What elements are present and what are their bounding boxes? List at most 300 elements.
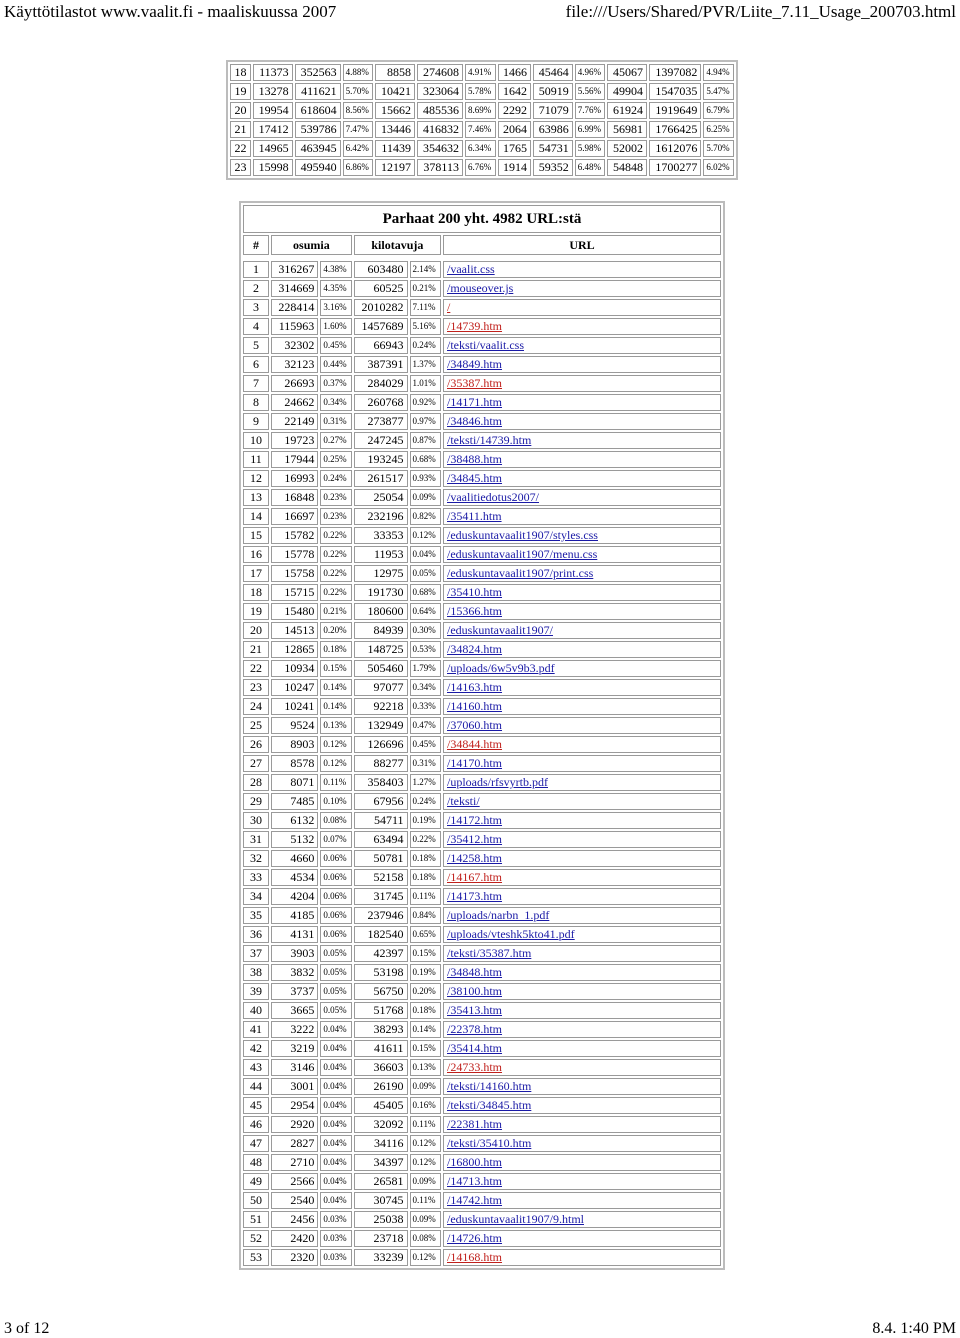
hits-cell: 3832	[271, 964, 318, 981]
hits-percent-cell: 0.23%	[320, 489, 351, 506]
hits-cell: 15778	[271, 546, 318, 563]
url-link[interactable]: /teksti/vaalit.css	[447, 338, 524, 352]
top-urls-table	[239, 201, 725, 1270]
hits-cell: 10241	[271, 698, 318, 715]
percent-cell: 8.56%	[343, 102, 374, 119]
kb-percent-cell: 0.53%	[410, 641, 441, 658]
url-link[interactable]: /14726.htm	[447, 1231, 503, 1245]
kb-percent-cell: 0.09%	[410, 1078, 441, 1095]
url-link[interactable]: /14163.htm	[447, 680, 503, 694]
kb-percent-cell: 0.18%	[410, 869, 441, 886]
hits-percent-cell: 0.15%	[320, 660, 351, 677]
hits-cell: 314669	[271, 280, 318, 297]
kb-percent-cell: 0.30%	[410, 622, 441, 639]
hits-percent-cell: 0.21%	[320, 603, 351, 620]
kb-percent-cell: 0.92%	[410, 394, 441, 411]
kb-percent-cell: 7.11%	[410, 299, 441, 316]
url-link[interactable]: /38488.htm	[447, 452, 503, 466]
kb-cell: 38293	[354, 1021, 408, 1038]
hits-cell: 8071	[271, 774, 318, 791]
hits-cell: 5132	[271, 831, 318, 848]
url-cell	[443, 698, 721, 715]
kb-cell: 358403	[354, 774, 408, 791]
hits-cell: 14513	[271, 622, 318, 639]
table-row	[243, 508, 721, 525]
url-link[interactable]: /24733.htm	[447, 1060, 503, 1074]
table-row	[243, 1078, 721, 1095]
hits-cell: 4534	[271, 869, 318, 886]
value-cell: 2064	[498, 121, 531, 138]
table-row	[243, 565, 721, 582]
rank-cell: 30	[243, 812, 269, 829]
hits-percent-cell: 0.03%	[320, 1230, 351, 1247]
rank-cell: 44	[243, 1078, 269, 1095]
rank-cell: 24	[243, 698, 269, 715]
hits-percent-cell: 0.11%	[320, 774, 351, 791]
rank-cell: 27	[243, 755, 269, 772]
url-link[interactable]: /eduskuntavaalit1907/	[447, 623, 553, 637]
table-row	[243, 603, 721, 620]
rank-cell: 11	[243, 451, 269, 468]
kb-percent-cell: 0.11%	[410, 888, 441, 905]
hits-percent-cell: 0.05%	[320, 945, 351, 962]
kb-percent-cell: 0.31%	[410, 755, 441, 772]
hits-percent-cell: 4.35%	[320, 280, 351, 297]
value-cell: 495940	[295, 159, 341, 176]
hour-cell: 21	[230, 121, 251, 138]
value-cell: 45464	[533, 64, 573, 81]
url-cell	[443, 755, 721, 772]
value-cell: 354632	[417, 140, 463, 157]
kb-percent-cell: 0.11%	[410, 1116, 441, 1133]
value-cell: 416832	[417, 121, 463, 138]
rank-cell: 10	[243, 432, 269, 449]
table-row	[243, 299, 721, 316]
hits-percent-cell: 0.05%	[320, 983, 351, 1000]
value-cell: 63986	[533, 121, 573, 138]
hits-cell: 3219	[271, 1040, 318, 1057]
value-cell: 2292	[498, 102, 531, 119]
table-title: Parhaat 200 yht. 4982 URL:stä	[243, 205, 721, 233]
hits-percent-cell: 0.12%	[320, 736, 351, 753]
kb-cell: 11953	[354, 546, 408, 563]
url-cell	[443, 261, 721, 278]
url-link[interactable]: /teksti/14160.htm	[447, 1079, 532, 1093]
url-link[interactable]: /teksti/34845.htm	[447, 1098, 532, 1112]
url-cell	[443, 432, 721, 449]
rank-cell: 29	[243, 793, 269, 810]
kb-cell: 26581	[354, 1173, 408, 1190]
hour-cell: 18	[230, 64, 251, 81]
kb-percent-cell: 0.19%	[410, 812, 441, 829]
value-cell: 8858	[375, 64, 415, 81]
rank-cell: 37	[243, 945, 269, 962]
kb-percent-cell: 0.14%	[410, 1021, 441, 1038]
url-link[interactable]: /eduskuntavaalit1907/9.html	[447, 1212, 584, 1226]
url-link[interactable]: /	[447, 300, 451, 314]
url-link[interactable]: /14167.htm	[447, 870, 503, 884]
hits-cell: 22149	[271, 413, 318, 430]
url-link[interactable]: /teksti/35387.htm	[447, 946, 532, 960]
table-row	[243, 945, 721, 962]
url-link[interactable]: /16800.htm	[447, 1155, 503, 1169]
url-link[interactable]: /35387.htm	[447, 376, 503, 390]
url-link[interactable]: /teksti/35410.htm	[447, 1136, 532, 1150]
hits-cell: 16848	[271, 489, 318, 506]
hits-percent-cell: 0.31%	[320, 413, 351, 430]
hits-percent-cell: 0.23%	[320, 508, 351, 525]
url-cell	[443, 451, 721, 468]
kb-percent-cell: 0.22%	[410, 831, 441, 848]
kb-cell: 97077	[354, 679, 408, 696]
url-link[interactable]: /eduskuntavaalit1907/menu.css	[447, 547, 598, 561]
hits-percent-cell: 0.04%	[320, 1097, 351, 1114]
value-cell: 54848	[607, 159, 647, 176]
hits-percent-cell: 0.14%	[320, 679, 351, 696]
url-link[interactable]: /37060.htm	[447, 718, 503, 732]
value-cell: 17412	[253, 121, 293, 138]
table-row	[243, 641, 721, 658]
kb-cell: 26190	[354, 1078, 408, 1095]
table-row	[243, 1135, 721, 1152]
table-row	[243, 717, 721, 734]
rank-cell: 43	[243, 1059, 269, 1076]
hourly-row	[230, 121, 734, 138]
hits-percent-cell: 0.04%	[320, 1021, 351, 1038]
url-link[interactable]: /teksti/	[447, 794, 480, 808]
table-row	[243, 527, 721, 544]
hits-percent-cell: 3.16%	[320, 299, 351, 316]
table-row	[243, 1097, 721, 1114]
kb-percent-cell: 0.12%	[410, 527, 441, 544]
url-link[interactable]: /eduskuntavaalit1907/print.css	[447, 566, 594, 580]
url-link[interactable]: /uploads/narbn_1.pdf	[447, 908, 550, 922]
url-cell	[443, 280, 721, 297]
url-link[interactable]: /14173.htm	[447, 889, 503, 903]
kb-cell: 33239	[354, 1249, 408, 1266]
hits-cell: 3903	[271, 945, 318, 962]
table-row	[243, 698, 721, 715]
url-cell	[443, 907, 721, 924]
url-link[interactable]: /22378.htm	[447, 1022, 503, 1036]
value-cell: 12197	[375, 159, 415, 176]
hits-percent-cell: 0.13%	[320, 717, 351, 734]
url-link[interactable]: /35414.htm	[447, 1041, 503, 1055]
kb-percent-cell: 0.04%	[410, 546, 441, 563]
hits-percent-cell: 0.04%	[320, 1135, 351, 1152]
url-link[interactable]: /teksti/14739.htm	[447, 433, 532, 447]
hits-percent-cell: 0.27%	[320, 432, 351, 449]
url-link[interactable]: /35411.htm	[447, 509, 502, 523]
kb-cell: 66943	[354, 337, 408, 354]
kb-cell: 273877	[354, 413, 408, 430]
col-header-num: #	[243, 235, 269, 255]
hits-cell: 32123	[271, 356, 318, 373]
url-link[interactable]: /mouseover.js	[447, 281, 514, 295]
url-link[interactable]: /uploads/rfsvyrtb.pdf	[447, 775, 548, 789]
url-link[interactable]: /34846.htm	[447, 414, 503, 428]
kb-percent-cell: 0.20%	[410, 983, 441, 1000]
value-cell: 1919649	[649, 102, 701, 119]
url-link[interactable]: /vaalit.css	[447, 262, 495, 276]
table-row	[243, 470, 721, 487]
hits-percent-cell: 0.24%	[320, 470, 351, 487]
rank-cell: 1	[243, 261, 269, 278]
value-cell: 19954	[253, 102, 293, 119]
percent-cell: 4.88%	[343, 64, 374, 81]
hits-cell: 4660	[271, 850, 318, 867]
rank-cell: 34	[243, 888, 269, 905]
hits-percent-cell: 0.34%	[320, 394, 351, 411]
table-row	[243, 451, 721, 468]
value-cell: 15662	[375, 102, 415, 119]
hits-percent-cell: 0.04%	[320, 1059, 351, 1076]
kb-cell: 60525	[354, 280, 408, 297]
url-cell	[443, 394, 721, 411]
value-cell: 1642	[498, 83, 531, 100]
table-row	[243, 489, 721, 506]
page-header-path: file:///Users/Shared/PVR/Liite_7.11_Usage_200703.html	[565, 2, 956, 21]
url-cell	[443, 584, 721, 601]
hits-cell: 2456	[271, 1211, 318, 1228]
kb-percent-cell: 0.45%	[410, 736, 441, 753]
rank-cell: 49	[243, 1173, 269, 1190]
percent-cell: 5.78%	[465, 83, 496, 100]
hits-percent-cell: 0.22%	[320, 527, 351, 544]
hourly-row	[230, 64, 734, 81]
url-link[interactable]: /14258.htm	[447, 851, 503, 865]
percent-cell: 6.25%	[703, 121, 734, 138]
percent-cell: 6.42%	[343, 140, 374, 157]
url-link[interactable]: /eduskuntavaalit1907/styles.css	[447, 528, 598, 542]
url-link[interactable]: /34824.htm	[447, 642, 503, 656]
hits-cell: 12865	[271, 641, 318, 658]
value-cell: 52002	[607, 140, 647, 157]
rank-cell: 14	[243, 508, 269, 525]
value-cell: 463945	[295, 140, 341, 157]
table-row	[243, 660, 721, 677]
hits-cell: 2566	[271, 1173, 318, 1190]
hits-cell: 26693	[271, 375, 318, 392]
table-row	[243, 869, 721, 886]
table-row	[243, 1040, 721, 1057]
table-row	[243, 812, 721, 829]
kb-percent-cell: 1.01%	[410, 375, 441, 392]
url-cell	[443, 470, 721, 487]
table-row	[243, 584, 721, 601]
url-link[interactable]: /34849.htm	[447, 357, 503, 371]
url-link[interactable]: /uploads/6w5v9b3.pdf	[447, 661, 555, 675]
hits-percent-cell: 0.45%	[320, 337, 351, 354]
kb-cell: 41611	[354, 1040, 408, 1057]
rank-cell: 4	[243, 318, 269, 335]
url-link[interactable]: /35412.htm	[447, 832, 503, 846]
hits-percent-cell: 0.22%	[320, 584, 351, 601]
url-link[interactable]: /22381.htm	[447, 1117, 503, 1131]
kb-cell: 12975	[354, 565, 408, 582]
kb-cell: 603480	[354, 261, 408, 278]
hits-cell: 2420	[271, 1230, 318, 1247]
url-link[interactable]: /14172.htm	[447, 813, 503, 827]
hits-percent-cell: 0.06%	[320, 926, 351, 943]
kb-percent-cell: 0.15%	[410, 945, 441, 962]
rank-cell: 38	[243, 964, 269, 981]
rank-cell: 33	[243, 869, 269, 886]
url-cell	[443, 1097, 721, 1114]
kb-cell: 51768	[354, 1002, 408, 1019]
kb-percent-cell: 0.68%	[410, 584, 441, 601]
url-link[interactable]: /38100.htm	[447, 984, 503, 998]
kb-percent-cell: 0.16%	[410, 1097, 441, 1114]
rank-cell: 25	[243, 717, 269, 734]
url-cell	[443, 489, 721, 506]
rank-cell: 21	[243, 641, 269, 658]
hits-cell: 4185	[271, 907, 318, 924]
url-link[interactable]: /uploads/vteshk5kto41.pdf	[447, 927, 575, 941]
rank-cell: 2	[243, 280, 269, 297]
url-link[interactable]: /vaalitiedotus2007/	[447, 490, 539, 504]
kb-cell: 63494	[354, 831, 408, 848]
url-link[interactable]: /14713.htm	[447, 1174, 503, 1188]
hits-cell: 3146	[271, 1059, 318, 1076]
kb-percent-cell: 2.14%	[410, 261, 441, 278]
kb-percent-cell: 0.05%	[410, 565, 441, 582]
hits-cell: 316267	[271, 261, 318, 278]
percent-cell: 4.96%	[575, 64, 606, 81]
hits-percent-cell: 0.22%	[320, 546, 351, 563]
value-cell: 1766425	[649, 121, 701, 138]
value-cell: 1700277	[649, 159, 701, 176]
percent-cell: 4.94%	[703, 64, 734, 81]
value-cell: 54731	[533, 140, 573, 157]
kb-cell: 54711	[354, 812, 408, 829]
hits-percent-cell: 4.38%	[320, 261, 351, 278]
hits-percent-cell: 0.06%	[320, 869, 351, 886]
hits-cell: 3001	[271, 1078, 318, 1095]
kb-percent-cell: 0.12%	[410, 1154, 441, 1171]
url-link[interactable]: /34848.htm	[447, 965, 503, 979]
value-cell: 485536	[417, 102, 463, 119]
url-cell	[443, 660, 721, 677]
url-cell	[443, 679, 721, 696]
value-cell: 1765	[498, 140, 531, 157]
hits-percent-cell: 0.10%	[320, 793, 351, 810]
hits-percent-cell: 0.14%	[320, 698, 351, 715]
page-counter: 3 of 12	[4, 1320, 50, 1337]
url-cell	[443, 527, 721, 544]
hits-percent-cell: 0.18%	[320, 641, 351, 658]
value-cell: 618604	[295, 102, 341, 119]
rank-cell: 32	[243, 850, 269, 867]
table-row	[243, 1192, 721, 1209]
table-row	[243, 1059, 721, 1076]
url-link[interactable]: /14168.htm	[447, 1250, 503, 1264]
kb-cell: 36603	[354, 1059, 408, 1076]
url-link[interactable]: /15366.htm	[447, 604, 503, 618]
url-cell	[443, 1154, 721, 1171]
urls-table	[241, 203, 723, 1268]
hourly-row	[230, 140, 734, 157]
url-cell	[443, 1040, 721, 1057]
kb-cell: 25038	[354, 1211, 408, 1228]
value-cell: 59352	[533, 159, 573, 176]
url-cell	[443, 869, 721, 886]
url-cell	[443, 888, 721, 905]
kb-percent-cell: 0.18%	[410, 1002, 441, 1019]
percent-cell: 6.02%	[703, 159, 734, 176]
url-cell	[443, 1002, 721, 1019]
table-row	[243, 1230, 721, 1247]
hits-percent-cell: 0.04%	[320, 1192, 351, 1209]
value-cell: 352563	[295, 64, 341, 81]
url-cell	[443, 318, 721, 335]
url-link[interactable]: /35413.htm	[447, 1003, 503, 1017]
col-header-url: URL	[443, 235, 721, 255]
value-cell: 61924	[607, 102, 647, 119]
rank-cell: 15	[243, 527, 269, 544]
hits-percent-cell: 0.37%	[320, 375, 351, 392]
url-link[interactable]: /14739.htm	[447, 319, 503, 333]
hits-percent-cell: 0.20%	[320, 622, 351, 639]
url-cell	[443, 926, 721, 943]
url-cell	[443, 622, 721, 639]
rank-cell: 28	[243, 774, 269, 791]
rank-cell: 19	[243, 603, 269, 620]
url-cell	[443, 299, 721, 316]
kb-cell: 191730	[354, 584, 408, 601]
kb-percent-cell: 0.08%	[410, 1230, 441, 1247]
table-row	[243, 983, 721, 1000]
url-link[interactable]: /14160.htm	[447, 699, 503, 713]
url-cell	[443, 508, 721, 525]
kb-cell: 31745	[354, 888, 408, 905]
url-link[interactable]: /34845.htm	[447, 471, 503, 485]
rank-cell: 8	[243, 394, 269, 411]
hits-cell: 16993	[271, 470, 318, 487]
url-link[interactable]: /14742.htm	[447, 1193, 503, 1207]
url-link[interactable]: /14171.htm	[447, 395, 503, 409]
kb-cell: 42397	[354, 945, 408, 962]
url-link[interactable]: /34844.htm	[447, 737, 503, 751]
kb-percent-cell: 0.12%	[410, 1249, 441, 1266]
kb-cell: 193245	[354, 451, 408, 468]
hits-cell: 15758	[271, 565, 318, 582]
percent-cell: 5.70%	[703, 140, 734, 157]
value-cell: 378113	[417, 159, 463, 176]
percent-cell: 6.34%	[465, 140, 496, 157]
url-cell	[443, 812, 721, 829]
hits-percent-cell: 0.03%	[320, 1211, 351, 1228]
kb-cell: 32092	[354, 1116, 408, 1133]
percent-cell: 6.86%	[343, 159, 374, 176]
url-cell	[443, 1059, 721, 1076]
hits-cell: 2827	[271, 1135, 318, 1152]
rank-cell: 45	[243, 1097, 269, 1114]
hits-cell: 19723	[271, 432, 318, 449]
table-row	[243, 413, 721, 430]
kb-cell: 148725	[354, 641, 408, 658]
kb-cell: 34397	[354, 1154, 408, 1171]
rank-cell: 52	[243, 1230, 269, 1247]
url-link[interactable]: /35410.htm	[447, 585, 503, 599]
print-timestamp: 8.4. 1:40 PM	[872, 1320, 956, 1337]
value-cell: 14965	[253, 140, 293, 157]
table-row	[243, 1116, 721, 1133]
hits-percent-cell: 0.25%	[320, 451, 351, 468]
url-link[interactable]: /14170.htm	[447, 756, 503, 770]
url-cell	[443, 945, 721, 962]
hour-cell: 22	[230, 140, 251, 157]
